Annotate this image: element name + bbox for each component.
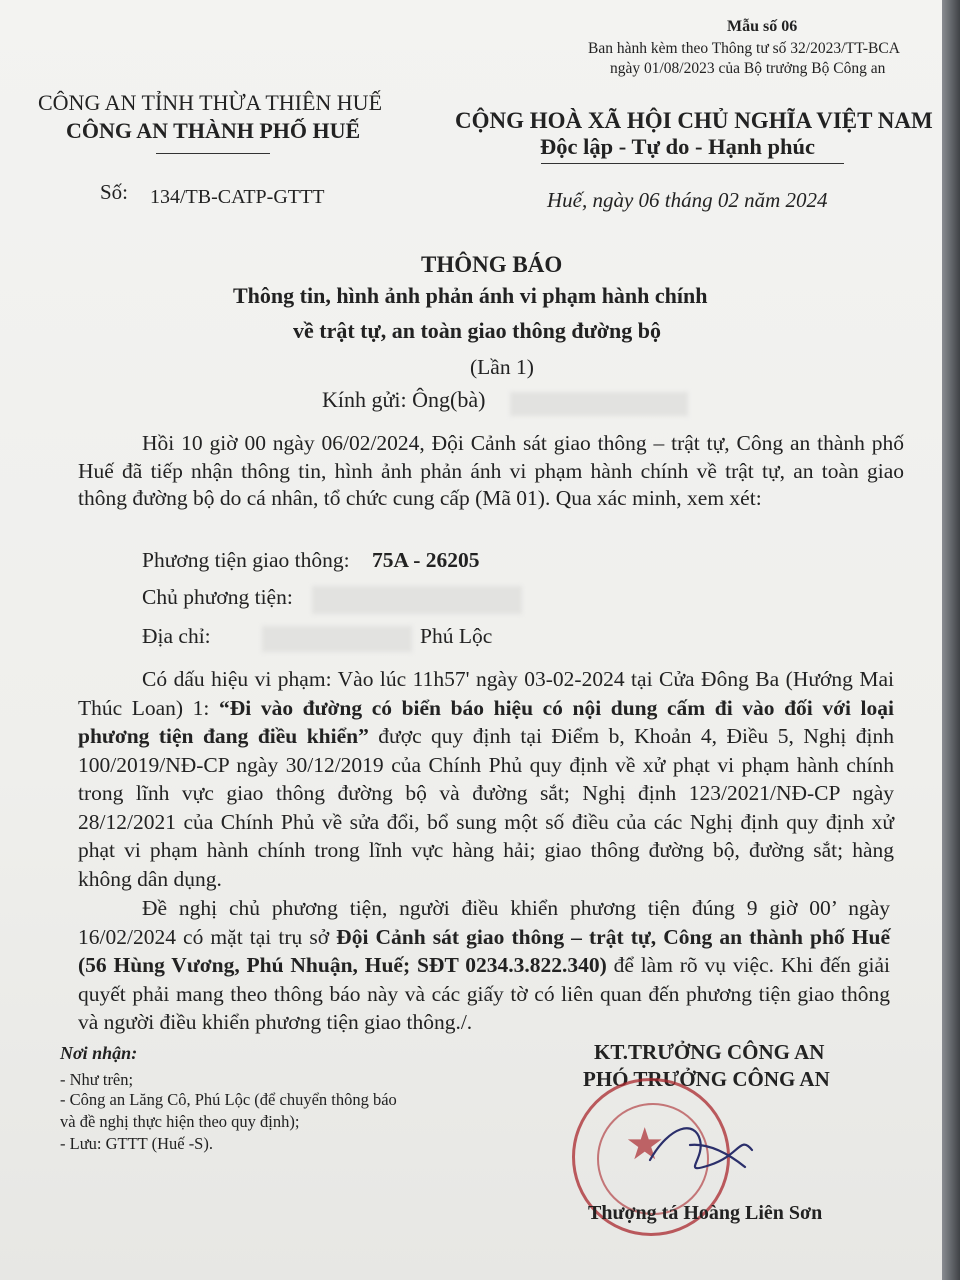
redacted-address: [262, 626, 412, 652]
nation-motto: Độc lập - Tự do - Hạnh phúc: [540, 134, 816, 159]
owner-label: Chủ phương tiện:: [142, 585, 293, 609]
notice-occurrence: (Lần 1): [470, 355, 534, 379]
place-date: Huế, ngày 06 tháng 02 năm 2024: [547, 188, 828, 212]
agency-underline: [156, 153, 270, 154]
redacted-addressee: [510, 392, 688, 416]
recipients-title: Nơi nhận:: [60, 1043, 138, 1063]
recipient-line-3: và đề nghị thực hiện theo quy định);: [60, 1112, 300, 1131]
addressee-label: Kính gửi: Ông(bà): [322, 387, 486, 412]
signer-position-2: PHÓ TRƯỞNG CÔNG AN: [583, 1067, 830, 1091]
request-location: Đội Cảnh sát giao thông – trật tự, Công an thành phố Huế (56 Hùng Vương, Phú Nhuận, Huế; SĐT 0234.3.822.340): [78, 924, 890, 977]
violation-text-1: Có dấu hiệu vi phạm: Vào lúc 11h57' ngày 03-02-2024 tại Cửa Đông Ba (Hướng Mai Thúc Loan) 1:: [78, 667, 894, 720]
vehicle-label: Phương tiện giao thông:: [142, 548, 350, 572]
document-number: 134/TB-CATP-GTTT: [150, 186, 325, 208]
request-text-2: để làm rõ vụ việc. Khi đến giải quyết phải mang theo thông báo này và các giấy tờ có liên quan đến phương tiện giao thông và người điều khiển phương tiện giao thông./.: [78, 953, 890, 1034]
agency-parent: CÔNG AN TỈNH THỪA THIÊN HUẾ: [38, 90, 383, 115]
signer-name: Thượng tá Hoàng Liên Sơn: [588, 1202, 823, 1224]
form-number: Mẫu số 06: [727, 18, 798, 35]
address-value: Phú Lộc: [420, 624, 493, 648]
request-text-1: Đề nghị chủ phương tiện, người điều khiển phương tiện đúng 9 giờ 00’ ngày 16/02/2024 có mặt tại trụ sở: [78, 896, 890, 949]
recipient-line-1: - Như trên;: [60, 1070, 134, 1089]
intro-paragraph: Hồi 10 giờ 00 ngày 06/02/2024, Đội Cảnh sát giao thông – trật tự, Công an thành phố Huế đã tiếp nhận thông tin, hình ảnh phản ánh vi phạm hành chính về trật tự, an toàn giao thông đường bộ do cá nhân, tổ chức cung cấp (Mã 01). Qua xác minh, xem xét:: [78, 431, 904, 510]
recipient-line-4: - Lưu: GTTT (Huế -S).: [60, 1134, 213, 1153]
redacted-owner: [312, 586, 522, 614]
stamp-star-icon: ★: [625, 1120, 665, 1169]
vehicle-plate: 75A - 26205: [372, 548, 480, 572]
nation-title: CỘNG HOÀ XÃ HỘI CHỦ NGHĨA VIỆT NAM: [455, 108, 933, 133]
form-issuance-line-1: Ban hành kèm theo Thông tư số 32/2023/TT-BCA: [588, 40, 900, 57]
recipient-line-2: - Công an Lăng Cô, Phú Lộc (để chuyển thông báo: [60, 1090, 397, 1109]
violation-behavior: “Đi vào đường có biển báo hiệu có nội dung cấm đi vào đối với loại phương tiện đang điều khiển”: [78, 695, 894, 748]
document-number-label: Số:: [100, 180, 129, 204]
notice-subtitle-1: Thông tin, hình ảnh phản ánh vi phạm hành chính: [233, 283, 708, 308]
request-paragraph: [78, 894, 890, 1037]
violation-text-2: được quy định tại Điểm b, Khoản 4, Điều 5, Nghị định 100/2019/NĐ-CP ngày 30/12/2019 của Chính Phủ quy định về xử phạt vi phạm hành chính trong lĩnh vực giao thông đường bộ và đường sắt; Nghị định 123/2021/NĐ-CP ngày 28/12/2021 của Chính Phủ về sửa đổi, bổ sung một số điều của các Nghị định quy định xử phạt vi phạm hành chính trong lĩnh vực hàng hải; giao thông đường bộ, đường sắt; hàng không dân dụng.: [78, 724, 894, 891]
motto-underline: [541, 163, 844, 164]
address-label: Địa chỉ:: [142, 624, 211, 648]
agency-unit: CÔNG AN THÀNH PHỐ HUẾ: [66, 118, 361, 143]
notice-title: THÔNG BÁO: [421, 252, 563, 277]
form-issuance-line-2: ngày 01/08/2023 của Bộ trưởng Bộ Công an: [610, 60, 886, 77]
signer-position-1: KT.TRƯỞNG CÔNG AN: [594, 1040, 825, 1064]
violation-paragraph: [78, 665, 894, 893]
handwritten-signature: [640, 1105, 760, 1195]
notice-subtitle-2: về trật tự, an toàn giao thông đường bộ: [293, 318, 662, 343]
